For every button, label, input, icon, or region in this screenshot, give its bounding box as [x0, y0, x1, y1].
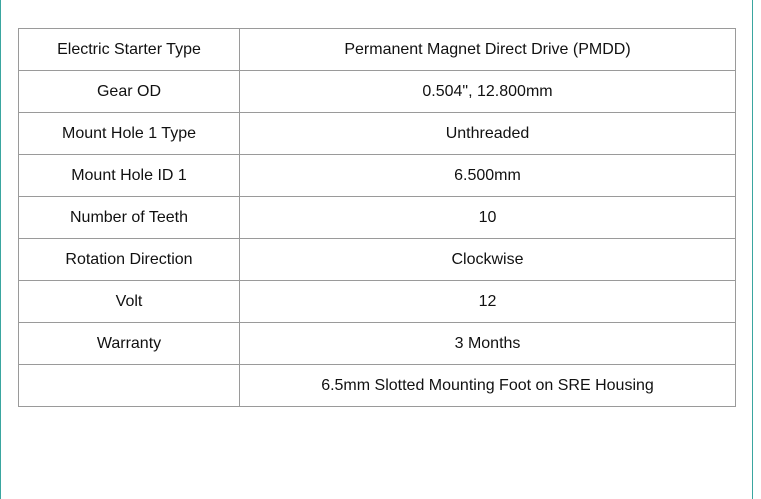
table-row — [19, 197, 736, 239]
table-row — [19, 323, 736, 365]
spec-value: 3 Months — [240, 323, 736, 365]
spec-value: 10 — [240, 197, 736, 239]
spec-label: Rotation Direction — [19, 239, 240, 281]
table-row — [19, 365, 736, 407]
spec-value: 6.500mm — [240, 155, 736, 197]
spec-value: 12 — [240, 281, 736, 323]
spec-label: Number of Teeth — [19, 197, 240, 239]
spec-value: Unthreaded — [240, 113, 736, 155]
spec-value: 0.504", 12.800mm — [240, 71, 736, 113]
spec-label: Mount Hole 1 Type — [19, 113, 240, 155]
table-row — [19, 239, 736, 281]
spec-value: Clockwise — [240, 239, 736, 281]
table-row — [19, 281, 736, 323]
spec-value: 6.5mm Slotted Mounting Foot on SRE Housing — [240, 365, 736, 407]
table-row — [19, 29, 736, 71]
spec-value: Permanent Magnet Direct Drive (PMDD) — [240, 29, 736, 71]
spec-label: Gear OD — [19, 71, 240, 113]
panel-left-border — [0, 0, 1, 499]
table-row — [19, 155, 736, 197]
spec-label: Mount Hole ID 1 — [19, 155, 240, 197]
panel-right-border — [752, 0, 753, 499]
specifications-table — [18, 28, 736, 407]
table-row — [19, 71, 736, 113]
table-row — [19, 113, 736, 155]
spec-label: Warranty — [19, 323, 240, 365]
spec-label: Volt — [19, 281, 240, 323]
spec-label — [19, 365, 240, 407]
spec-label: Electric Starter Type — [19, 29, 240, 71]
